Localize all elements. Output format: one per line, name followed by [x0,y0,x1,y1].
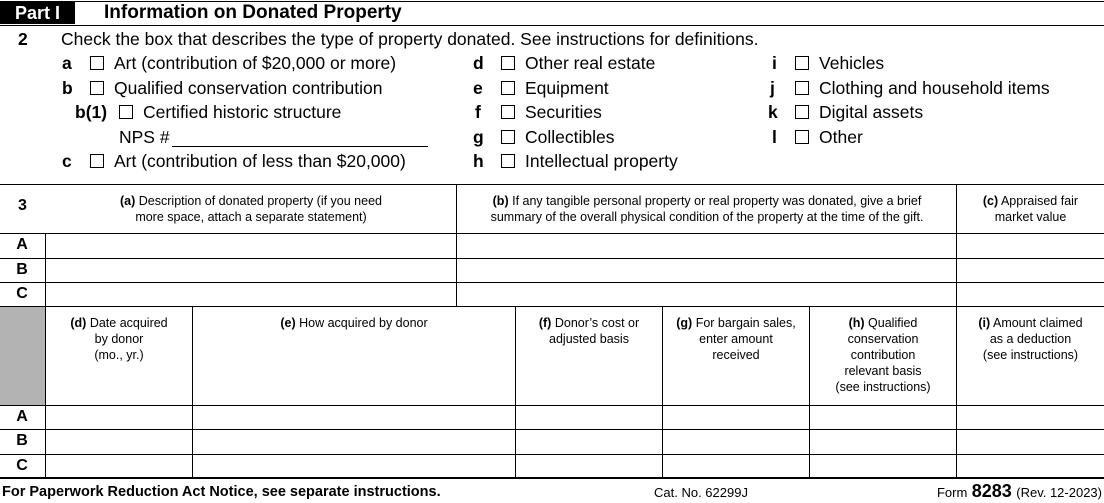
col-c-header [957,193,1104,225]
item-c-letter: c [62,151,72,171]
row-a-condition-cell[interactable] [457,234,956,258]
row-b-relevant-basis-cell[interactable] [810,430,956,454]
form-word: Form [936,485,968,500]
row-a-deduction-cell[interactable] [957,406,1104,429]
col-i-header [957,315,1104,363]
col-e-header [193,315,515,331]
col-f-header [516,315,662,347]
row-c-deduction-cell[interactable] [957,455,1104,477]
row-label-upper-c: C [16,285,28,302]
item-j-letter: j [770,78,775,98]
item-k-letter: k [768,102,778,122]
row-label-upper-b: B [16,261,28,278]
row-a-how-acquired-cell[interactable] [193,406,515,429]
table-bottom-rule [0,477,1104,479]
checkbox-c[interactable] [90,154,104,168]
item-c-label: Art (contribution of less than $20,000) [114,151,406,171]
item-i-letter: i [772,53,777,73]
item-d-letter: d [473,53,484,73]
nps-label: NPS # [119,127,170,147]
row-b-date-acquired-cell[interactable] [46,430,192,454]
shaded-cell [0,307,45,405]
col-g-text2: enter amount [699,332,773,346]
col-c-letter: (c) [982,194,999,208]
nps-input-line[interactable] [172,146,428,147]
col-a-text2: more space, attach a separate statement) [135,210,367,224]
form-revision: (Rev. 12-2023) [1016,485,1102,500]
row-label-upper-a: A [16,236,28,253]
item-b-label: Qualified conservation contribution [114,78,383,98]
col-i-letter: (i) [978,316,991,330]
row-b-bargain-amount-cell[interactable] [663,430,809,454]
line-3-number: 3 [18,197,27,214]
checkbox-d[interactable] [501,56,515,70]
part-rule [0,25,1104,26]
row-b-fmv-cell[interactable] [957,259,1104,282]
col-i-text2: as a deduction [989,332,1072,346]
table-top-rule [0,184,1104,185]
col-h-header [810,315,956,395]
row-label-lower-b: B [16,432,28,449]
row-c-bargain-amount-cell[interactable] [663,455,809,477]
form-id [937,481,1102,503]
row-b-condition-cell[interactable] [457,259,956,282]
row-b-cost-basis-cell[interactable] [516,430,662,454]
item-j-label: Clothing and household items [819,78,1050,98]
col-h-text1: Qualified [868,316,918,330]
row-a-cost-basis-cell[interactable] [516,406,662,429]
checkbox-f[interactable] [501,105,515,119]
item-h-label: Intellectual property [525,151,678,171]
row-a-relevant-basis-cell[interactable] [810,406,956,429]
row-c-fmv-cell[interactable] [957,283,1104,306]
item-f-label: Securities [525,102,602,122]
row-b-how-acquired-cell[interactable] [193,430,515,454]
row-rule [0,306,1104,307]
item-f-letter: f [475,102,481,122]
checkbox-l[interactable] [795,130,809,144]
col-c-text2: market value [994,210,1067,224]
row-label-lower-a: A [16,408,28,425]
item-b-letter: b [62,78,73,98]
row-c-description-cell[interactable] [46,283,456,306]
col-d-letter: (d) [70,316,87,330]
item-b1-label: Certified historic structure [143,102,342,122]
item-d-label: Other real estate [525,53,656,73]
col-a-letter: (a) [120,194,136,208]
item-h-letter: h [473,151,484,171]
row-c-how-acquired-cell[interactable] [193,455,515,477]
col-a-text1: Description of donated property (if you need [138,194,382,208]
item-l-letter: l [772,127,777,147]
item-k-label: Digital assets [819,102,924,122]
col-g-text3: received [712,348,760,362]
col-g-letter: (g) [676,316,693,330]
item-g-label: Collectibles [525,127,615,147]
checkbox-a[interactable] [90,56,104,70]
row-a-date-acquired-cell[interactable] [46,406,192,429]
line-2-number: 2 [18,29,28,49]
col-d-text2: by donor [94,332,144,346]
paperwork-notice: For Paperwork Reduction Act Notice, see separate instructions. [2,484,441,500]
row-label-lower-c: C [16,457,28,474]
col-e-letter: (e) [280,316,296,330]
item-b1-letter: b(1) [75,102,108,122]
line-2-instruction: Check the box that describes the type of property donated. See instructions for definitions. [61,29,759,49]
checkbox-e[interactable] [501,81,515,95]
col-b-text1: If any tangible personal property or real property was donated, give a brief [512,194,922,208]
checkbox-i[interactable] [795,56,809,70]
row-c-relevant-basis-cell[interactable] [810,455,956,477]
col-f-text1: Donor’s cost or [554,316,640,330]
col-f-letter: (f) [538,316,552,330]
col-h-text2: conservation [847,332,919,346]
checkbox-k[interactable] [795,105,809,119]
col-d-header [46,315,192,363]
checkbox-h[interactable] [501,154,515,168]
row-c-condition-cell[interactable] [457,283,956,306]
row-c-date-acquired-cell[interactable] [46,455,192,477]
row-c-cost-basis-cell[interactable] [516,455,662,477]
item-l-label: Other [819,127,863,147]
item-e-label: Equipment [525,78,609,98]
row-a-bargain-amount-cell[interactable] [663,406,809,429]
item-e-letter: e [473,78,483,98]
col-h-text4: relevant basis [844,364,922,378]
checkbox-b1[interactable] [119,105,133,119]
part-label-text: Part I [14,3,61,23]
col-i-text1: Amount claimed [992,316,1083,330]
col-b-text2: summary of the overall physical condition of the property at the time of the gift. [490,210,924,224]
col-h-letter: (h) [848,316,865,330]
item-g-letter: g [473,127,484,147]
col-g-header [663,315,809,363]
col-e-text1: How acquired by donor [299,316,428,330]
col-h-text3: contribution [850,348,916,362]
checkbox-b[interactable] [90,81,104,95]
form-number: 8283 [971,481,1012,501]
row-a-description-cell[interactable] [46,234,456,258]
checkbox-j[interactable] [795,81,809,95]
part-label [0,2,75,24]
part-title: Information on Donated Property [104,2,402,23]
col-d-text1: Date acquired [89,316,168,330]
col-d-text3: (mo., yr.) [94,348,144,362]
col-b-header [457,193,957,225]
col-b-letter: (b) [492,194,509,208]
row-b-description-cell[interactable] [46,259,456,282]
item-a-label: Art (contribution of $20,000 or more) [114,53,397,73]
col-c-text1: Appraised fair [1000,194,1079,208]
row-b-deduction-cell[interactable] [957,430,1104,454]
row-a-fmv-cell[interactable] [957,234,1104,258]
item-a-letter: a [62,53,72,73]
col-h-text5: (see instructions) [835,380,931,394]
col-a-header [46,193,456,225]
catalog-number: Cat. No. 62299J [654,485,748,500]
item-i-label: Vehicles [819,53,885,73]
col-f-text2: adjusted basis [549,332,629,346]
col-g-text1: For bargain sales, [695,316,796,330]
col-i-text3: (see instructions) [982,348,1079,362]
checkbox-g[interactable] [501,130,515,144]
